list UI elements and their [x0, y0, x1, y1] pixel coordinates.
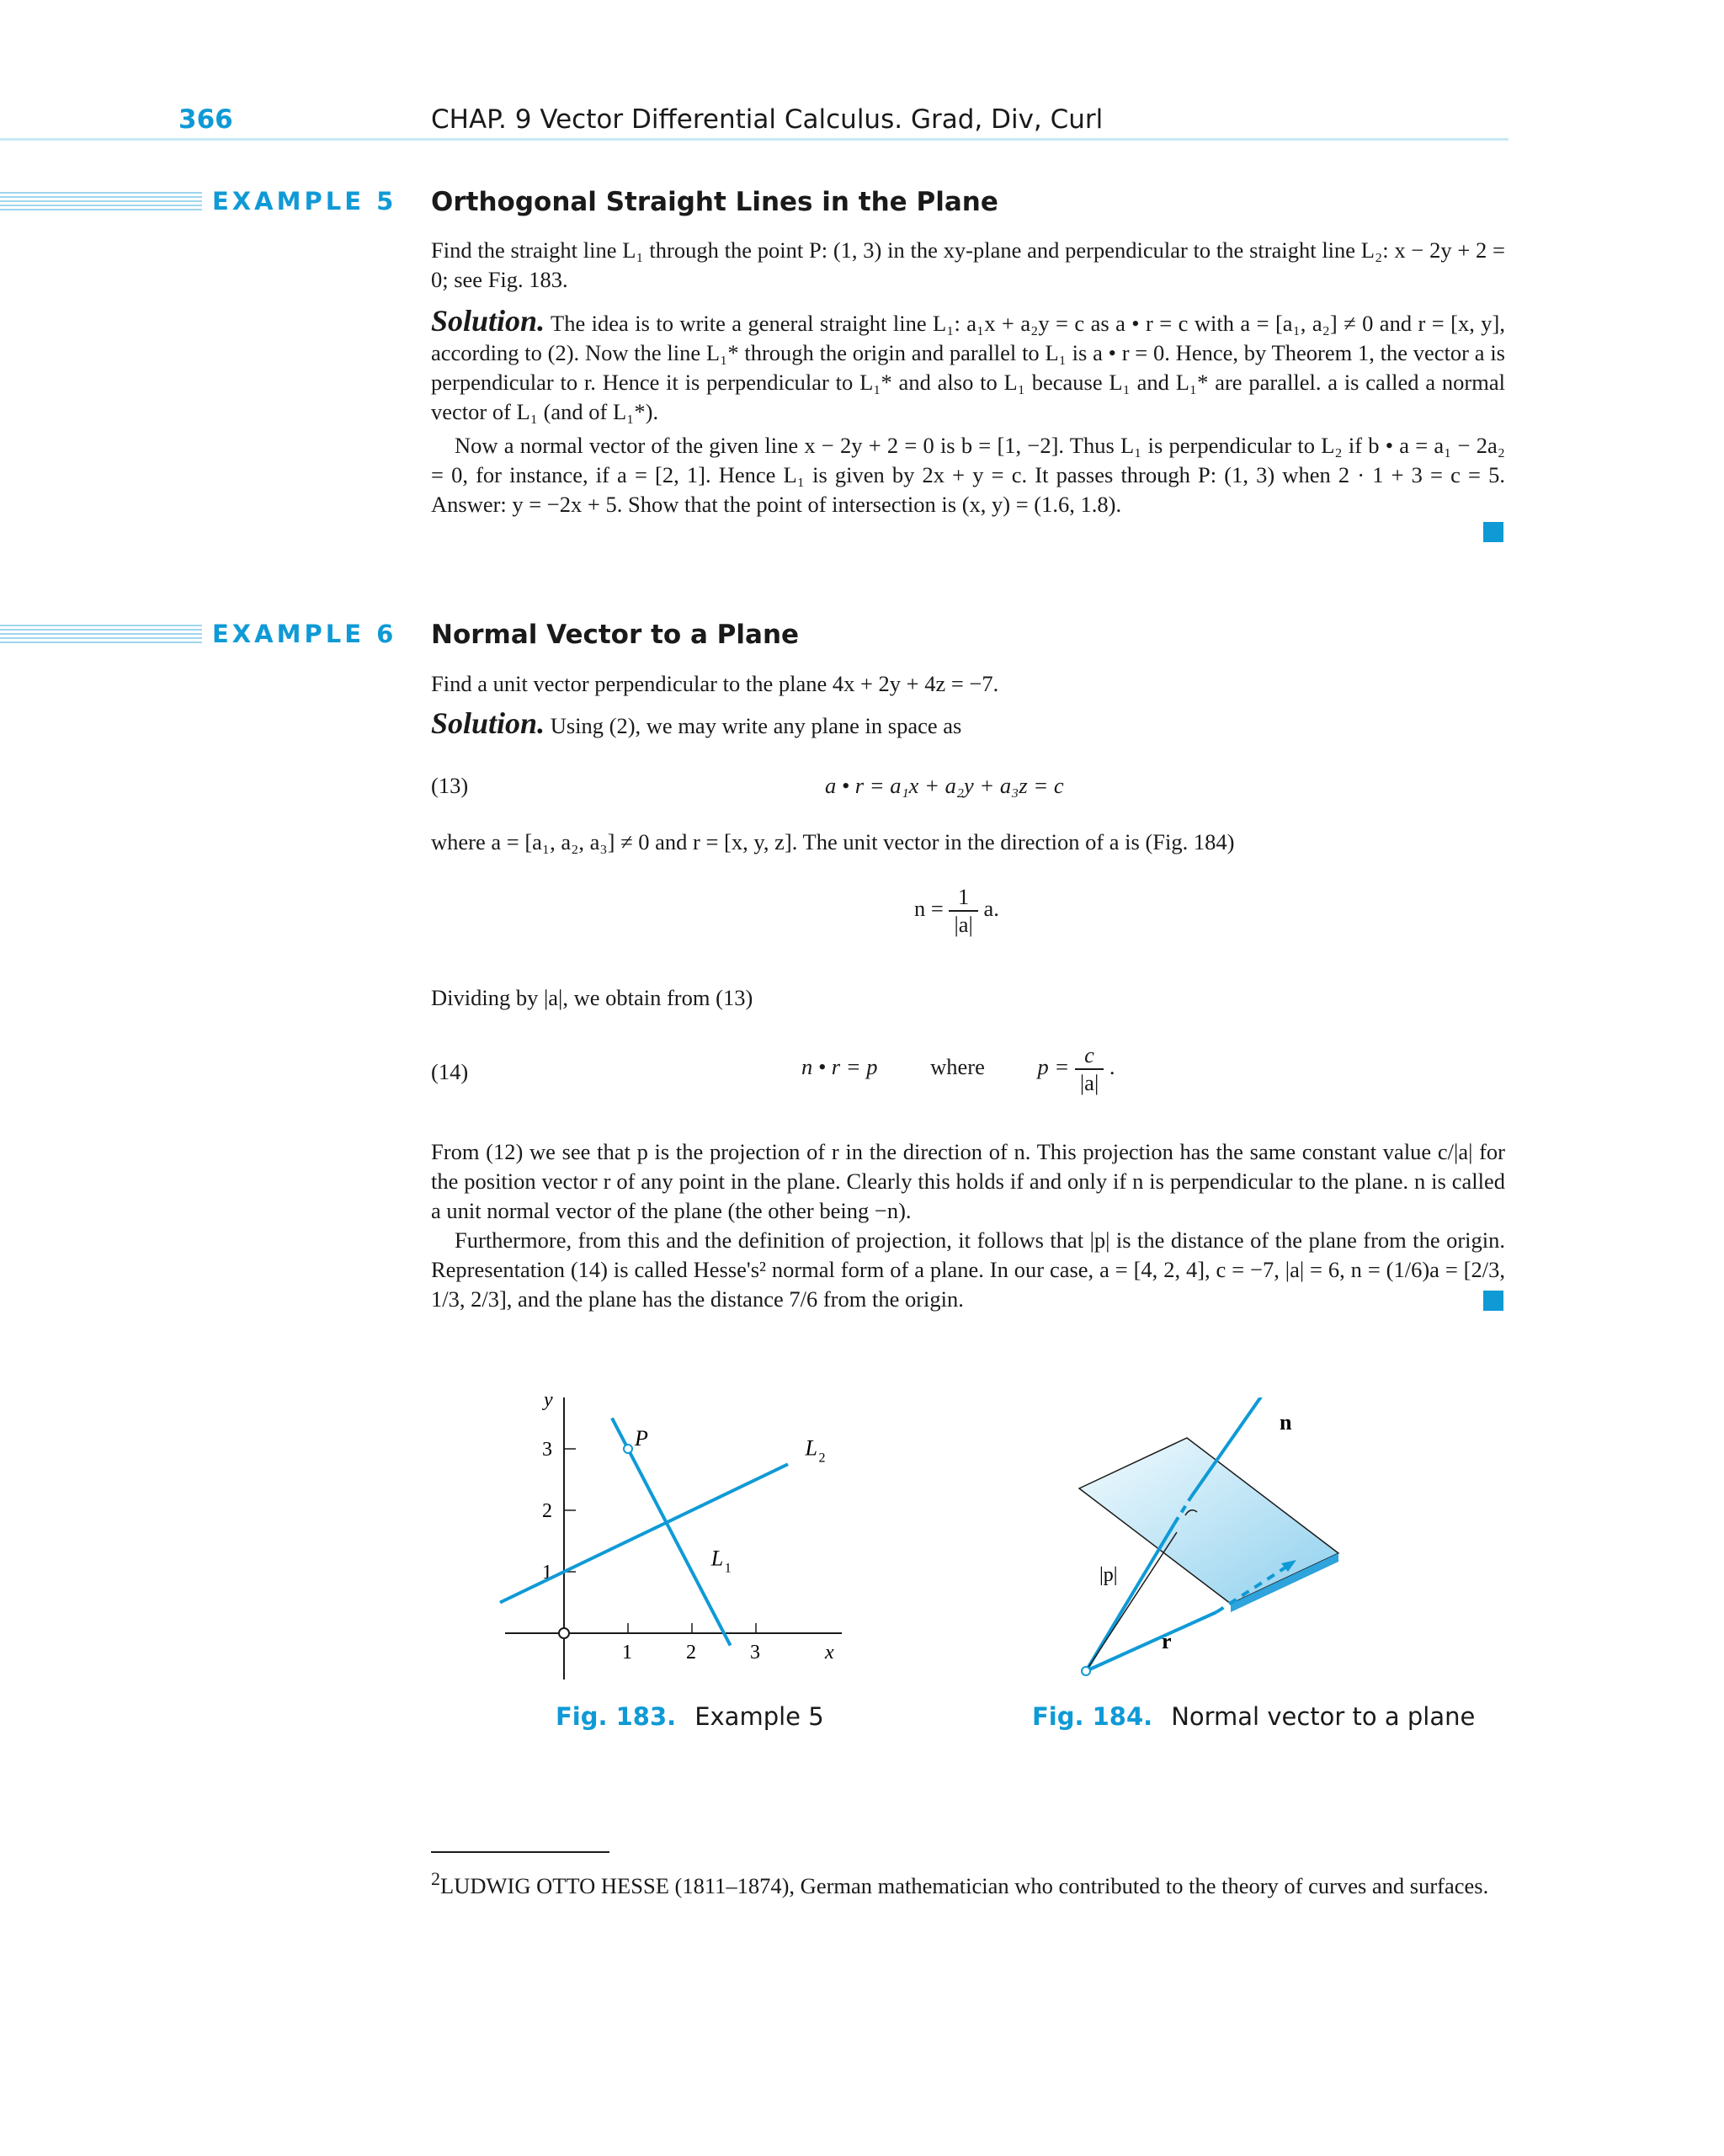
y-axis-label: y: [544, 1389, 553, 1411]
example-6-marker-lines: [0, 625, 202, 643]
origin-point: [1082, 1667, 1090, 1675]
footnote-text: LUDWIG OTTO HESSE (1811–1874), German mathematician who contributed to the theory of curves and surfaces.: [440, 1872, 1489, 1898]
p-equals: p =: [1037, 1054, 1070, 1080]
example-5-problem: Find the straight line L₁ through the point P: (1, 3) in the xy-plane and perpendicular to the straight line L₂: x − 2y + 2 = 0; see Fig. 183.: [431, 237, 1505, 292]
equation-13: a • r = a₁x + a₂y + a₃z = c: [825, 773, 1064, 798]
c-over-abs-a: [1075, 1042, 1104, 1096]
fig-183-caption: [556, 1702, 824, 1731]
x-tick-label: 1: [622, 1642, 632, 1664]
fig-183-caption-text: Example 5: [694, 1702, 824, 1731]
equation-14-number: (14): [431, 1059, 469, 1084]
projection-paragraph: From (12) we see that p is the projection of r in the direction of n. This projection has the same constant value c/|a| for the position vector r of any point in the plane. Clearly this holds if and only if n is perpendicular to the plane. n is called a unit normal vector of the plane (the other being −n).: [431, 1139, 1505, 1223]
example-6-solution: [431, 706, 1505, 741]
end-of-example-5-mark: [1483, 522, 1503, 542]
running-header: CHAP. 9 Vector Differential Calculus. Grad, Div, Curl: [431, 104, 1104, 135]
example-6-title: Normal Vector to a Plane: [431, 620, 800, 650]
line-L2: [500, 1464, 788, 1602]
fig-184-caption-text: Normal vector to a plane: [1171, 1702, 1476, 1731]
label-p: |p|: [1099, 1564, 1118, 1586]
label-L2-sub: 2: [818, 1451, 826, 1466]
fig-183-label: Fig. 183.: [556, 1702, 677, 1731]
fig-184-diagram: [1035, 1397, 1381, 1692]
hesse-paragraph: Furthermore, from this and the definition of projection, it follows that |p| is the distance of the plane from the origin. Representation (14) is called Hesse's² normal form of a plane. In our case, a = [4, 2, 4], c = −7, |a| = 6, n = (1/6)a = [2/3, 1/3, 2/3], and the plane has the distance 7/6 from the origin.: [431, 1227, 1505, 1312]
equation-13-number: (13): [431, 773, 469, 798]
equation-14-period: .: [1109, 1054, 1115, 1080]
label-L1: L: [710, 1546, 724, 1571]
fraction-numerator: 1: [949, 884, 977, 912]
label-r: r: [1162, 1629, 1172, 1653]
vector-a: a.: [983, 896, 999, 922]
origin-point: [559, 1628, 569, 1638]
example-6-label: EXAMPLE 6: [212, 620, 397, 648]
y-tick-label: 2: [542, 1500, 552, 1522]
y-tick-label: 3: [542, 1439, 552, 1461]
n-equals: n =: [914, 896, 944, 922]
footnote-rule: [431, 1851, 609, 1853]
fraction-denominator: |a|: [954, 912, 973, 937]
solution-heading: Solution.: [431, 304, 545, 338]
label-L1-sub: 1: [724, 1561, 732, 1576]
fig-184-caption: [1032, 1702, 1475, 1731]
example-5-marker-lines: [0, 192, 202, 210]
fraction-denominator-a: |a|: [1079, 1070, 1099, 1095]
example-6-problem: Find a unit vector perpendicular to the plane 4x + 2y + 4z = −7.: [431, 671, 999, 696]
page-number: 366: [178, 104, 233, 135]
example-5-solution: [431, 306, 1505, 427]
x-tick-label: 2: [686, 1642, 696, 1664]
fig-183-plot: [488, 1381, 859, 1692]
x-axis-label: x: [825, 1642, 834, 1664]
header-rule: [0, 138, 1508, 141]
y-tick-label: 1: [542, 1562, 552, 1584]
where-text: where a = [a₁, a₂, a₃] ≠ 0 and r = [x, y, z]. The unit vector in the direction of a is (Fig. 184): [431, 829, 1235, 854]
dividing-text: Dividing by |a|, we obtain from (13): [431, 985, 753, 1010]
example-5-title: Orthogonal Straight Lines in the Plane: [431, 187, 998, 217]
label-L2: L: [805, 1435, 817, 1461]
solution-heading-6: Solution.: [431, 706, 545, 740]
solution-paragraph-1: The idea is to write a general straight line L₁: a₁x + a₂y = c as a • r = c with a = [a₁, a₂] ≠ 0 and r = [x, y], according to (2). Now the line L₁* through the origin and parallel to L₁ is a • r = 0. Hence, by Theorem 1, the vector a is perpendicular to r. Hence it is perpendicular to L₁* and also to L₁ because L₁ and L₁* are parallel. a is called a normal vector of L₁ (and of L₁*).: [431, 311, 1505, 424]
end-of-example-6-mark: [1483, 1291, 1503, 1311]
fig-184-label: Fig. 184.: [1032, 1702, 1153, 1731]
hesse-form: n • r = p: [801, 1054, 878, 1080]
label-P: P: [635, 1426, 648, 1451]
footnote: [431, 1864, 1505, 1901]
footnote-mark: 2: [431, 1868, 441, 1889]
where-word: where: [930, 1054, 985, 1080]
fraction-numerator-c: c: [1075, 1042, 1104, 1070]
point-P: [624, 1445, 632, 1453]
example-5-solution-2: Now a normal vector of the given line x − 2y + 2 = 0 is b = [1, −2]. Thus L₁ is perpendicular to L₂ if b • a = a₁ − 2a₂ = 0, for instance, if a = [2, 1]. Hence L₁ is given by 2x + y = c. It passes through P: (1, 3) when 2 · 1 + 3 = c = 5. Answer: y = −2x + 5. Show that the point of intersection is (x, y) = (1.6, 1.8).: [431, 433, 1505, 517]
equation-14: [801, 1042, 1115, 1096]
unit-normal-equation: [914, 884, 999, 938]
label-n: n: [1280, 1410, 1292, 1435]
one-over-abs-a: [949, 884, 977, 938]
example-5-label: EXAMPLE 5: [212, 187, 397, 216]
x-tick-label: 3: [750, 1642, 760, 1664]
fig-183-content: [500, 1389, 842, 1680]
solution-intro: Using (2), we may write any plane in space as: [550, 713, 962, 738]
